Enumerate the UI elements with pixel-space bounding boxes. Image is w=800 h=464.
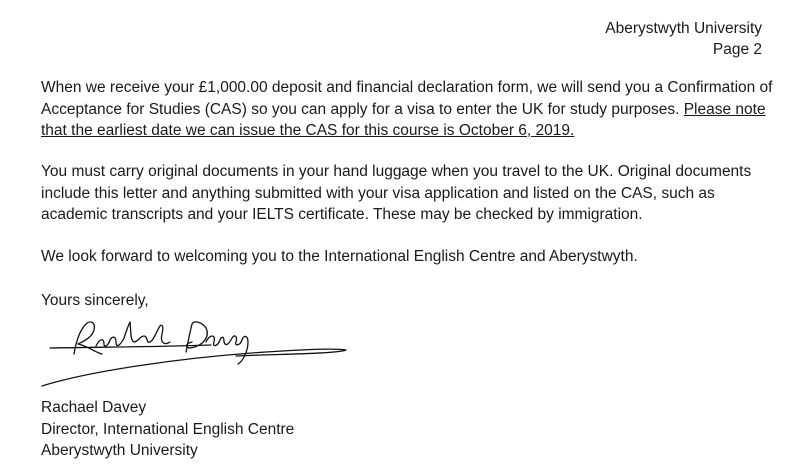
signoff-organization: Aberystwyth University <box>41 442 198 459</box>
header-page-number: Page 2 <box>712 41 762 58</box>
signoff-title: Director, International English Centre <box>41 420 295 438</box>
closing-salutation: Yours sincerely, <box>41 292 149 309</box>
paragraph-deposit <box>41 77 781 142</box>
signoff-block <box>41 397 294 462</box>
paragraph-welcome: We look forward to welcoming you to the International English Centre and Aberystwyth. <box>41 248 638 265</box>
handwritten-signature <box>36 312 356 392</box>
cas-date-note: Please note that the earliest date we can issue the CAS for this course is October 6, 2019. <box>41 100 766 139</box>
paragraph-documents: You must carry original documents in your hand luggage when you travel to the UK. Original documents include this letter and anything submitted with your visa application and listed on the CAS, such as academic transcripts and your IELTS certificate. These may be checked by immigration. <box>41 163 752 223</box>
header-university: Aberystwyth University <box>605 20 762 37</box>
paragraph-deposit-text: When we receive your £1,000.00 deposit and financial declaration form, we will send you a Confirmation of Acceptance for Studies (CAS) so you can apply for a visa to enter the UK for study purposes. <box>41 79 773 118</box>
letter-header <box>605 18 762 60</box>
signoff-name: Rachael Davey <box>41 399 147 416</box>
